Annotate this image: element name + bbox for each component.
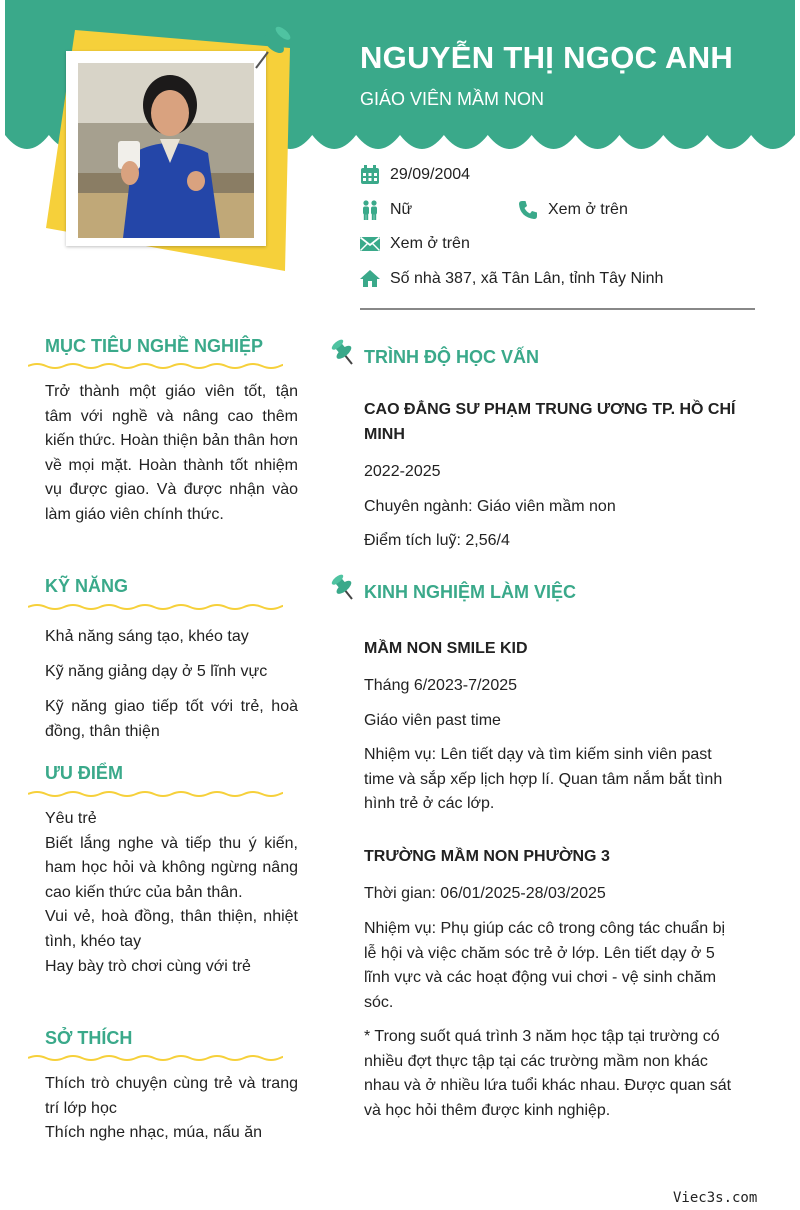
job-duty: Nhiệm vụ: Lên tiết dạy và tìm kiếm sinh viên past time và sắp xếp lịch hợp lí. Quan tâm nắm bắt tình hình trẻ ở các lớp.: [364, 746, 723, 813]
hobbies-list: [45, 1072, 298, 1146]
skills-heading: KỸ NĂNG: [45, 576, 129, 596]
education-gpa: Điểm tích luỹ: 2,56/4: [364, 532, 510, 549]
strengths-heading: ƯU ĐIỂM: [45, 763, 123, 783]
address-row: [360, 269, 663, 289]
objective-heading: MỤC TIÊU NGHỀ NGHIỆP: [45, 336, 264, 356]
hobbies-heading: SỞ THÍCH: [45, 1028, 133, 1048]
education-major: Chuyên ngành: Giáo viên mầm non: [364, 498, 616, 515]
hobby-item: Thích nghe nhạc, múa, nấu ăn: [45, 1124, 263, 1142]
email-icon: [360, 234, 380, 254]
pushpin-icon: [330, 338, 358, 368]
experience-heading: KINH NGHIỆM LÀM VIỆC: [364, 582, 577, 602]
skill-item: Khả năng sáng tạo, khéo tay: [45, 628, 249, 645]
dob-value: 29/09/2004: [390, 166, 471, 183]
strength-item: Hay bày trò chơi cùng với trẻ: [45, 957, 251, 975]
address-value: Số nhà 387, xã Tân Lân, tỉnh Tây Ninh: [390, 270, 664, 287]
skill-item: Kỹ năng giao tiếp tốt với trẻ, hoà đồng, thân thiện: [45, 698, 298, 740]
skill-item: Kỹ năng giảng dạy ở 5 lĩnh vực: [45, 663, 268, 680]
phone-value: Xem ở trên: [548, 201, 628, 218]
job-role: Giáo viên past time: [364, 712, 501, 729]
wave-divider: [28, 789, 283, 799]
email-value: Xem ở trên: [390, 235, 470, 252]
footer-brand: Viec3s.com: [673, 1190, 758, 1206]
strengths-list: [45, 807, 298, 979]
calendar-icon: [360, 165, 380, 185]
education-heading: TRÌNH ĐỘ HỌC VẤN: [364, 347, 539, 367]
phone-icon: [518, 200, 538, 220]
job-title: GIÁO VIÊN MẦM NON: [360, 89, 545, 109]
wave-divider: [28, 361, 283, 371]
wave-divider: [28, 1053, 283, 1063]
pushpin-icon: [330, 573, 358, 603]
objective-text: Trở thành một giáo viên tốt, tận tâm với nghề và nâng cao thêm kiến thức. Hoàn thiện bản thân hơn về mọi mặt. Hoàn thành tốt nhiệm vụ được giao. Và được nhận vào làm giáo viên chính thức.: [45, 383, 298, 523]
hobby-item: Thích trò chuyện cùng trẻ và trang trí lớp học: [45, 1075, 298, 1117]
home-icon: [360, 269, 380, 289]
people-icon: [360, 200, 380, 220]
phone-row: [518, 200, 628, 220]
candidate-name: NGUYỄN THỊ NGỌC ANH: [360, 40, 734, 75]
strength-item: Vui vẻ, hoà đồng, thân thiện, nhiệt tình, khéo tay: [45, 908, 298, 950]
gender-value: Nữ: [390, 201, 413, 218]
job-period: Thời gian: 06/01/2025-28/03/2025: [364, 885, 606, 902]
contact-divider: [360, 308, 755, 310]
pushpin-icon: [248, 24, 292, 72]
school-name: CAO ĐẲNG SƯ PHẠM TRUNG ƯƠNG TP. HỒ CHÍ MINH: [364, 401, 736, 443]
job-duty: Nhiệm vụ: Phụ giúp các cô trong công tác chuẩn bị lễ hội và việc chăm sóc trẻ ở lớp. Lên tiết dạy ở 5 lĩnh vực và các hoạt động vui chơi - vệ sinh chăm sóc.: [364, 920, 726, 1011]
strength-item: Biết lắng nghe và tiếp thu ý kiến, ham học hỏi và không ngừng nâng cao kiến thức của bản thân.: [45, 834, 298, 901]
job-company: MẦM NON SMILE KID: [364, 640, 528, 657]
experience-note: * Trong suốt quá trình 3 năm học tập tại trường có nhiều đợt thực tập tại các trường mầm non khác nhau và ở nhiều lứa tuổi khác nhau. Được quan sát và học hỏi thêm được kinh nghiệp.: [364, 1028, 732, 1119]
strength-item: Yêu trẻ: [45, 810, 97, 827]
email-row: [360, 234, 470, 254]
job-company: TRƯỜNG MẦM NON PHƯỜNG 3: [364, 848, 610, 865]
education-period: 2022-2025: [364, 463, 441, 480]
gender-row: [360, 200, 412, 220]
avatar: [78, 63, 254, 238]
job-period: Tháng 6/2023-7/2025: [364, 677, 518, 694]
dob-row: [360, 165, 470, 185]
wave-divider: [28, 602, 283, 612]
